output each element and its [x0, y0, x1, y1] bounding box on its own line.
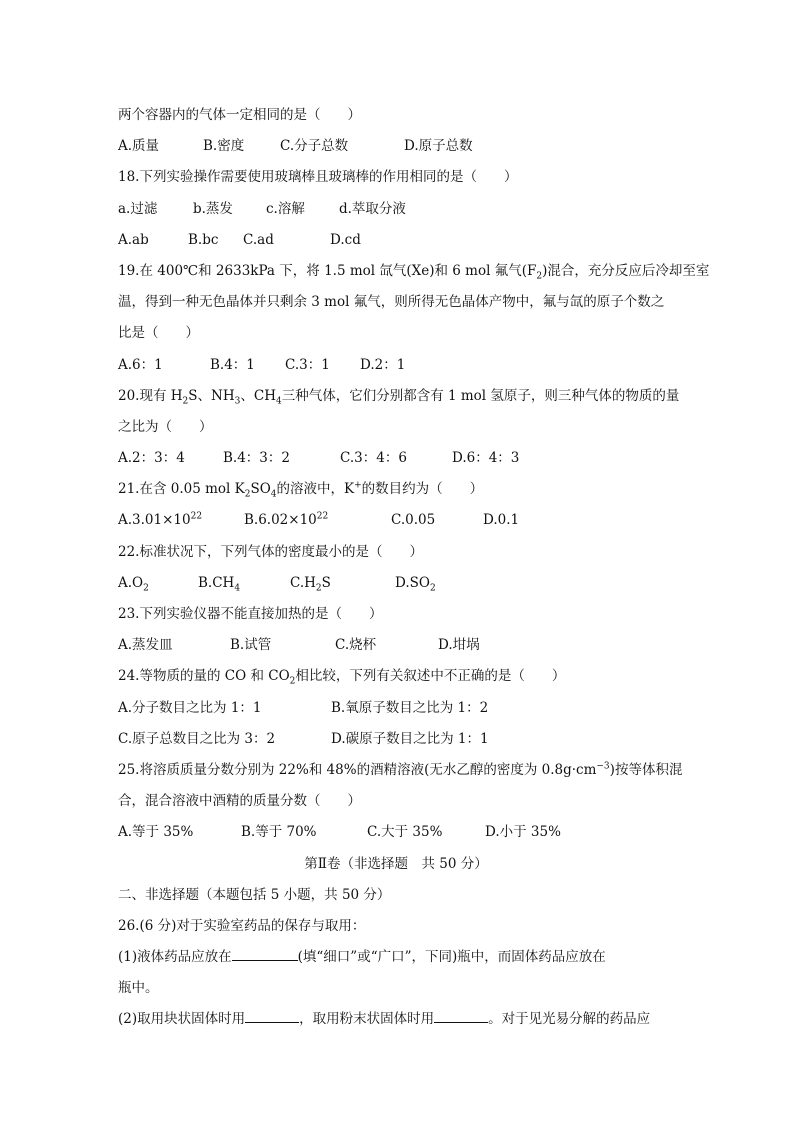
exam-page — [118, 100, 710, 1036]
q24-options-row-1 — [118, 693, 678, 724]
q19-options — [118, 350, 678, 381]
q18-item-d: d.萃取分液 — [339, 200, 406, 217]
q18-option-d: D.cd — [330, 231, 361, 248]
q17-option-b: B.密度 — [203, 138, 245, 155]
q21-option-c: C.0.05 — [391, 512, 436, 529]
q23-stem: 23.下列实验仪器不能直接加热的是（ ） — [118, 606, 383, 622]
q21-stem: 21.在含 0.05 mol $K_2SO_4$的溶液中，K+的数目约为（ ） — [118, 480, 484, 500]
q23-option-b: B.试管 — [230, 637, 272, 654]
q18-stem: 18.下列实验操作需要使用玻璃棒且玻璃棒的作用相同的是（ ） — [118, 169, 518, 186]
q22-stem: 22.标准状况下，下列气体的密度最小的是（ ） — [118, 543, 423, 560]
q23-option-c: C.烧杯 — [335, 637, 377, 654]
q17-tail: 两个容器内的气体一定相同的是（ ） — [118, 107, 361, 123]
q25-option-d: D.小于 35% — [485, 824, 561, 841]
q17-option-d: D.原子总数 — [404, 138, 473, 155]
q24-options-row-2 — [118, 724, 678, 755]
q20-options — [118, 443, 678, 474]
q26-stem: 26.(6 分)对于实验室药品的保存与取用： — [118, 917, 366, 934]
q25-line-2: 合，混合溶液中酒精的质量分数（ ） — [118, 793, 361, 810]
q23-option-a: A.蒸发皿 — [118, 637, 173, 654]
q26-part-2: (2)取用块状固体时用 ，取用粉末状固体时用 。对于见光易分解的药品应 — [118, 1004, 678, 1035]
q24-stem: 24.等物质的量的 CO 和 $CO_2$相比较，下列有关叙述中不正确的是（ ） — [118, 668, 566, 688]
q21-options — [118, 505, 678, 536]
q22-option-a: $A.O_2$ — [118, 574, 149, 594]
q23-options — [118, 630, 678, 661]
q25-option-a: A.等于 35% — [118, 824, 194, 841]
q21-option-a: $A.3.01\times 10^{22}$ — [118, 511, 203, 529]
q20-line-2: 之比为（ ） — [118, 418, 213, 435]
q22-option-c: $C.H_2S$ — [290, 574, 331, 594]
volume-2-title: 第Ⅱ卷（非选择题 共 50 分） — [304, 855, 488, 872]
q20-option-b: B.4：3：2 — [223, 450, 290, 467]
q18-item-a: a.过滤 — [118, 200, 158, 217]
q22-option-d: $D.SO_2$ — [395, 574, 436, 594]
q19-option-d: D.2：1 — [360, 356, 406, 373]
q20-option-c: C.3：4：6 — [340, 450, 407, 467]
answer-blank-2[interactable] — [245, 1006, 299, 1023]
q24-option-d: D.碳原子数目之比为 1：1 — [331, 730, 489, 747]
q19-line-3: 比是（ ） — [118, 325, 199, 342]
q19-line-2: 温，得到一种无色晶体并只剩余 3 mol 氟气，则所得无色晶体产物中，氟与氙的原子个数之 — [118, 294, 665, 311]
q22-options — [118, 568, 678, 599]
q24-option-c: C.原子总数目之比为 3：2 — [118, 730, 276, 747]
q24-option-b: B.氧原子数目之比为 1：2 — [331, 699, 489, 716]
q26-part-1: (1)液体药品应放在 (填“细口”或“广口”，下同)瓶中，而固体药品应放在 — [118, 942, 678, 973]
q18-option-c: C.ad — [243, 231, 274, 248]
q18-option-a: A.ab — [118, 231, 149, 248]
q19-option-c: C.3：1 — [285, 356, 330, 373]
q21-option-b: $B.6.02\times 10^{22}$ — [244, 511, 329, 529]
q25-options — [118, 817, 678, 848]
q17-option-c: C.分子总数 — [280, 138, 349, 155]
q25-option-c: C.大于 35% — [367, 824, 443, 841]
q22-option-b: $B.CH_4$ — [198, 574, 241, 594]
q25-option-b: B.等于 70% — [241, 824, 317, 841]
q19-option-b: B.4：1 — [210, 356, 255, 373]
q17-options — [118, 131, 678, 162]
q18-option-b: B.bc — [188, 231, 219, 248]
q20-line-1: 20.现有 $H_2S$、$NH_3$、$CH_4$三种气体，它们分别都含有 1 mol 氢原子，则三种气体的物质的量 — [118, 387, 680, 407]
q25-line-1: 25.将溶质质量分数分别为 22%和 48%的酒精溶液(无水乙醇的密度为 $0.8g\cdot cm^{-3}$)按等体积混 — [118, 761, 683, 778]
q19-line-1: 19.在 400℃和 2633kPa 下，将 1.5 mol 氙气(Xe)和 6 mol 氟气$(F_2)$混合，充分反应后冷却至室 — [118, 262, 710, 282]
q21-option-d: D.0.1 — [483, 512, 520, 529]
answer-blank-3[interactable] — [434, 1006, 488, 1023]
q18-options — [118, 225, 678, 256]
q19-option-a: A.6：1 — [118, 356, 163, 373]
section-2-heading: 二、非选择题（本题包括 5 小题，共 50 分） — [118, 886, 391, 903]
answer-blank-1[interactable] — [232, 944, 298, 961]
q18-items — [118, 194, 678, 225]
q26-part-1-cont: 瓶中。 — [118, 980, 159, 997]
q20-option-a: A.2：3：4 — [118, 450, 185, 467]
q20-option-d: D.6：4：3 — [452, 450, 520, 467]
q23-option-d: D.坩埚 — [438, 637, 480, 654]
q17-option-a: A.质量 — [118, 138, 160, 155]
q18-item-b: b.蒸发 — [193, 200, 233, 217]
q24-option-a: A.分子数目之比为 1：1 — [118, 699, 262, 716]
q18-item-c: c.溶解 — [266, 200, 305, 217]
